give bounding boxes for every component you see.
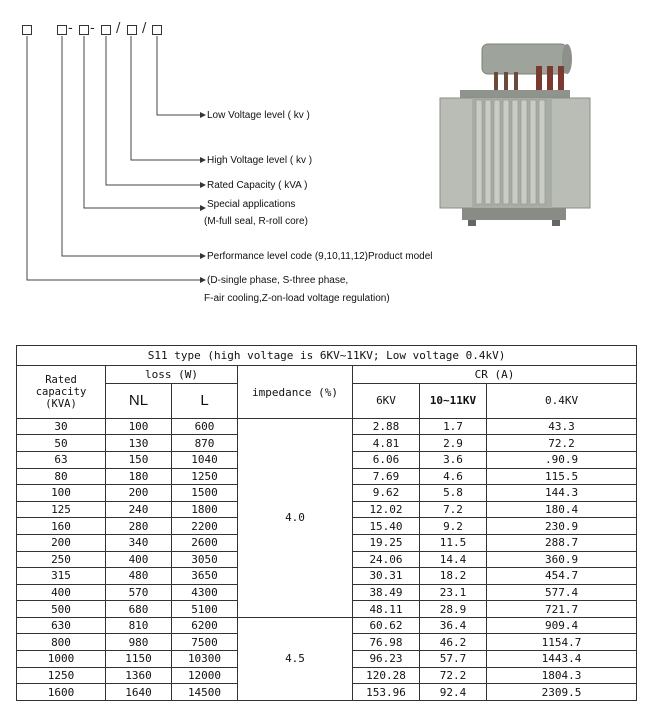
cell-cr-10-11kv: 9.2 [420,518,487,535]
label-special-applications: Special applications [207,199,296,210]
cell-l-loss: 5100 [172,601,238,618]
header-cr-10-11kv: 10~11KV [420,383,487,418]
cell-rated-capacity: 200 [17,534,106,551]
cell-cr-10-11kv: 23.1 [420,584,487,601]
cell-rated-capacity: 630 [17,617,106,634]
cell-l-loss: 1800 [172,501,238,518]
cell-cr-10-11kv: 1.7 [420,418,487,435]
cell-cr-10-11kv: 92.4 [420,684,487,701]
header-cr-6kv: 6KV [353,383,420,418]
cell-cr-6kv: 38.49 [353,584,420,601]
cell-cr-04kv: 288.7 [487,534,637,551]
code-separator: / [142,21,147,36]
cell-l-loss: 1250 [172,468,238,485]
cell-cr-10-11kv: 72.2 [420,667,487,684]
cell-nl-loss: 200 [106,485,172,502]
cell-l-loss: 3050 [172,551,238,568]
leader-performance [62,36,205,256]
cell-cr-10-11kv: 14.4 [420,551,487,568]
cell-l-loss: 2200 [172,518,238,535]
cell-cr-6kv: 6.06 [353,451,420,468]
cell-cr-04kv: 43.3 [487,418,637,435]
cell-rated-capacity: 50 [17,435,106,452]
cell-cr-04kv: 454.7 [487,568,637,585]
cell-l-loss: 2600 [172,534,238,551]
cell-nl-loss: 100 [106,418,172,435]
cell-l-loss: 1500 [172,485,238,502]
cell-cr-04kv: 180.4 [487,501,637,518]
table-row [17,617,637,634]
cell-rated-capacity: 63 [17,451,106,468]
cell-cr-6kv: 60.62 [353,617,420,634]
label-rated-capacity: Rated Capacity ( kVA ) [207,180,308,191]
cell-rated-capacity: 400 [17,584,106,601]
cell-nl-loss: 240 [106,501,172,518]
label-special-applications-detail: (M-full seal, R-roll core) [204,216,308,227]
cell-nl-loss: 340 [106,534,172,551]
cell-l-loss: 7500 [172,634,238,651]
cell-nl-loss: 400 [106,551,172,568]
cell-cr-6kv: 7.69 [353,468,420,485]
cell-l-loss: 870 [172,435,238,452]
cell-cr-10-11kv: 18.2 [420,568,487,585]
cell-cr-6kv: 24.06 [353,551,420,568]
cell-cr-6kv: 153.96 [353,684,420,701]
cell-cr-04kv: .90.9 [487,451,637,468]
label-performance: Performance level code (9,10,11,12)Product model [207,251,433,262]
cell-cr-6kv: 12.02 [353,501,420,518]
label-phase: (D-single phase, S-three phase, [207,275,349,286]
cell-cr-04kv: 2309.5 [487,684,637,701]
code-separator: - [90,21,95,36]
cell-l-loss: 14500 [172,684,238,701]
cell-nl-loss: 280 [106,518,172,535]
cell-cr-04kv: 360.9 [487,551,637,568]
code-separator: - [68,21,73,36]
header-cr-04kv: 0.4KV [487,383,637,418]
leader-rated-capacity [106,36,205,185]
cell-cr-6kv: 48.11 [353,601,420,618]
transformer-image [432,32,602,227]
cell-cr-10-11kv: 28.9 [420,601,487,618]
header-l: L [172,383,238,418]
cell-nl-loss: 810 [106,617,172,634]
cell-cr-6kv: 9.62 [353,485,420,502]
leader-low-voltage [157,36,205,115]
cell-cr-6kv: 19.25 [353,534,420,551]
cell-l-loss: 3650 [172,568,238,585]
cell-nl-loss: 130 [106,435,172,452]
header-row-1 [17,366,637,383]
cell-cr-04kv: 721.7 [487,601,637,618]
cell-rated-capacity: 30 [17,418,106,435]
table-title-row [17,346,637,366]
cell-cr-04kv: 1154.7 [487,634,637,651]
cell-nl-loss: 680 [106,601,172,618]
cell-nl-loss: 1150 [106,651,172,668]
cell-l-loss: 1040 [172,451,238,468]
cell-cr-6kv: 4.81 [353,435,420,452]
cell-cr-6kv: 2.88 [353,418,420,435]
header-cr: CR (A) [353,366,637,383]
cell-cr-10-11kv: 46.2 [420,634,487,651]
cell-l-loss: 4300 [172,584,238,601]
table-title: S11 type (high voltage is 6KV~11KV; Low voltage 0.4kV) [17,346,637,366]
cell-cr-04kv: 72.2 [487,435,637,452]
cell-rated-capacity: 800 [17,634,106,651]
cell-nl-loss: 150 [106,451,172,468]
cell-nl-loss: 180 [106,468,172,485]
cell-l-loss: 12000 [172,667,238,684]
spec-table [16,345,637,701]
cell-cr-6kv: 76.98 [353,634,420,651]
cell-cr-10-11kv: 3.6 [420,451,487,468]
cell-impedance: 4.5 [238,617,353,700]
cell-rated-capacity: 250 [17,551,106,568]
cell-nl-loss: 980 [106,634,172,651]
leader-special [84,36,205,208]
cell-cr-04kv: 1443.4 [487,651,637,668]
cell-nl-loss: 1640 [106,684,172,701]
cell-cr-10-11kv: 7.2 [420,501,487,518]
cell-rated-capacity: 160 [17,518,106,535]
cell-l-loss: 6200 [172,617,238,634]
cell-rated-capacity: 315 [17,568,106,585]
cell-cr-04kv: 577.4 [487,584,637,601]
cell-cr-04kv: 115.5 [487,468,637,485]
cell-cr-04kv: 144.3 [487,485,637,502]
cell-cr-6kv: 30.31 [353,568,420,585]
cell-l-loss: 10300 [172,651,238,668]
cell-rated-capacity: 500 [17,601,106,618]
cell-rated-capacity: 100 [17,485,106,502]
label-high-voltage: High Voltage level ( kv ) [207,155,313,166]
label-low-voltage: Low Voltage level ( kv ) [207,110,310,121]
cell-rated-capacity: 1000 [17,651,106,668]
leader-phase [27,36,205,280]
leader-high-voltage [131,36,205,160]
cell-cr-04kv: 1804.3 [487,667,637,684]
header-loss: loss (W) [106,366,238,383]
cell-nl-loss: 1360 [106,667,172,684]
cell-l-loss: 600 [172,418,238,435]
cell-cr-04kv: 230.9 [487,518,637,535]
cell-cr-6kv: 15.40 [353,518,420,535]
cell-cr-10-11kv: 11.5 [420,534,487,551]
cell-nl-loss: 480 [106,568,172,585]
cell-nl-loss: 570 [106,584,172,601]
cell-cr-10-11kv: 5.8 [420,485,487,502]
label-phase-detail: F-air cooling,Z-on-load voltage regulation) [204,293,390,304]
code-separator: / [116,21,121,36]
cell-cr-04kv: 909.4 [487,617,637,634]
cell-rated-capacity: 1250 [17,667,106,684]
cell-rated-capacity: 125 [17,501,106,518]
header-rated-capacity: Rated capacity (KVA) [17,366,106,418]
cell-rated-capacity: 80 [17,468,106,485]
cell-cr-6kv: 120.28 [353,667,420,684]
cell-impedance: 4.0 [238,418,353,617]
cell-cr-10-11kv: 36.4 [420,617,487,634]
cell-cr-10-11kv: 57.7 [420,651,487,668]
cell-cr-10-11kv: 4.6 [420,468,487,485]
cell-cr-10-11kv: 2.9 [420,435,487,452]
table-row [17,418,637,435]
header-nl: NL [106,383,172,418]
cell-cr-6kv: 96.23 [353,651,420,668]
header-impedance: impedance (%) [238,366,353,418]
cell-rated-capacity: 1600 [17,684,106,701]
